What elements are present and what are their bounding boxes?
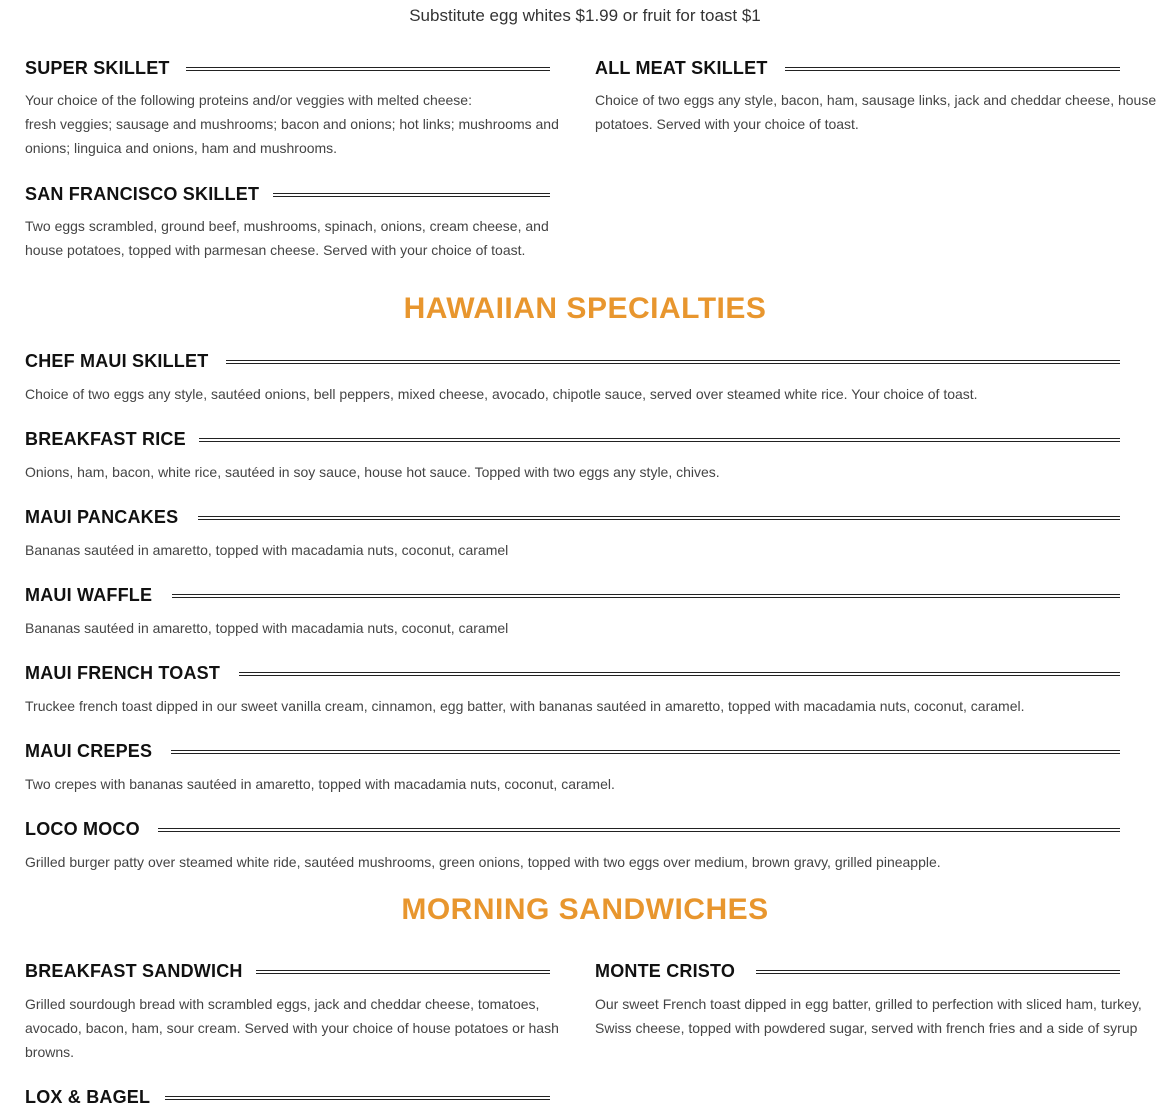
item-title: LOX & BAGEL: [25, 1087, 151, 1107]
divider-line: [273, 193, 550, 197]
item-description: Onions, ham, bacon, white rice, sautéed in soy sauce, house hot sauce. Topped with two eggs any style, chives.: [25, 464, 720, 480]
substitution-note: Substitute egg whites $1.99 or fruit for toast $1: [409, 6, 761, 25]
divider-line: [785, 67, 1120, 71]
divider-line: [171, 750, 1120, 754]
menu-item-maui-waffle: [25, 584, 1125, 636]
divider-line: [186, 67, 550, 71]
menu-item-chef-maui-skillet: [25, 350, 1125, 402]
menu-item-breakfast-rice: [25, 428, 1125, 480]
menu-item-lox-bagel: [25, 1086, 555, 1108]
item-title: SUPER SKILLET: [25, 58, 170, 78]
item-description: Two crepes with bananas sautéed in amaretto, topped with macadamia nuts, coconut, caramel.: [25, 776, 615, 792]
menu-item-breakfast-sandwich: [25, 960, 559, 1060]
section-heading-sandwiches: MORNING SANDWICHES: [401, 893, 769, 926]
item-title: MAUI FRENCH TOAST: [25, 663, 221, 683]
menu-item-all-meat-skillet: [595, 57, 1157, 132]
item-title: ALL MEAT SKILLET: [595, 58, 768, 78]
menu-item-san-francisco-skillet: [25, 183, 555, 258]
menu-item-super-skillet: [25, 57, 559, 156]
divider-line: [226, 360, 1120, 364]
item-title: MAUI PANCAKES: [25, 507, 179, 527]
item-description: Our sweet French toast dipped in egg batter, grilled to perfection with sliced ham, turkey, Swiss cheese, topped with powdered sugar, served with french fries and a side of syrup: [595, 996, 1142, 1036]
item-description: Bananas sautéed in amaretto, topped with macadamia nuts, coconut, caramel: [25, 620, 509, 636]
section-heading-hawaiian: HAWAIIAN SPECIALTIES: [403, 292, 767, 325]
item-description: Grilled burger patty over steamed white ride, sautéed mushrooms, green onions, topped with two eggs over medium, brown gravy, grilled pineapple.: [25, 854, 941, 870]
item-title: BREAKFAST RICE: [25, 429, 186, 449]
divider-line: [158, 828, 1120, 832]
menu-item-monte-cristo: [595, 960, 1155, 1036]
item-title: LOCO MOCO: [25, 819, 140, 839]
divider-line: [239, 672, 1120, 676]
item-description: Choice of two eggs any style, sautéed onions, bell peppers, mixed cheese, avocado, chipotle sauce, served over steamed white rice. Your choice of toast.: [25, 386, 978, 402]
item-description: Truckee french toast dipped in our sweet vanilla cream, cinnamon, egg batter, with bananas sautéed in amaretto, topped with macadamia nuts, coconut, caramel.: [25, 698, 1025, 714]
divider-line: [256, 970, 550, 974]
divider-line: [198, 516, 1120, 520]
menu-item-maui-crepes: [25, 740, 1125, 792]
item-description: Choice of two eggs any style, bacon, ham, sausage links, jack and cheddar cheese, house potatoes. Served with your choice of toast.: [595, 92, 1157, 132]
item-title: SAN FRANCISCO SKILLET: [25, 184, 260, 204]
item-title: BREAKFAST SANDWICH: [25, 961, 243, 981]
divider-line: [172, 594, 1120, 598]
item-title: CHEF MAUI SKILLET: [25, 351, 209, 371]
menu-item-loco-moco: [25, 818, 1125, 870]
divider-line: [756, 970, 1120, 974]
item-description: Your choice of the following proteins and/or veggies with melted cheese: fresh veggies; sausage and mushrooms; bacon and onions; hot links; mushrooms and onions; linguica and onions, ham and mushrooms.: [25, 92, 559, 156]
item-description: Grilled sourdough bread with scrambled eggs, jack and cheddar cheese, tomatoes, avocado, bacon, ham, sour cream. Served with your choice of house potatoes or hash browns.: [25, 996, 559, 1060]
menu-item-maui-french-toast: [25, 662, 1125, 714]
item-description: Two eggs scrambled, ground beef, mushrooms, spinach, onions, cream cheese, and house potatoes, topped with parmesan cheese. Served with your choice of toast.: [25, 218, 549, 258]
divider-line: [199, 438, 1120, 442]
item-description: Bananas sautéed in amaretto, topped with macadamia nuts, coconut, caramel: [25, 542, 509, 558]
item-title: MAUI CREPES: [25, 741, 153, 761]
item-title: MONTE CRISTO: [595, 961, 736, 981]
menu-item-maui-pancakes: [25, 506, 1125, 558]
item-title: MAUI WAFFLE: [25, 585, 153, 605]
divider-line: [165, 1096, 550, 1100]
